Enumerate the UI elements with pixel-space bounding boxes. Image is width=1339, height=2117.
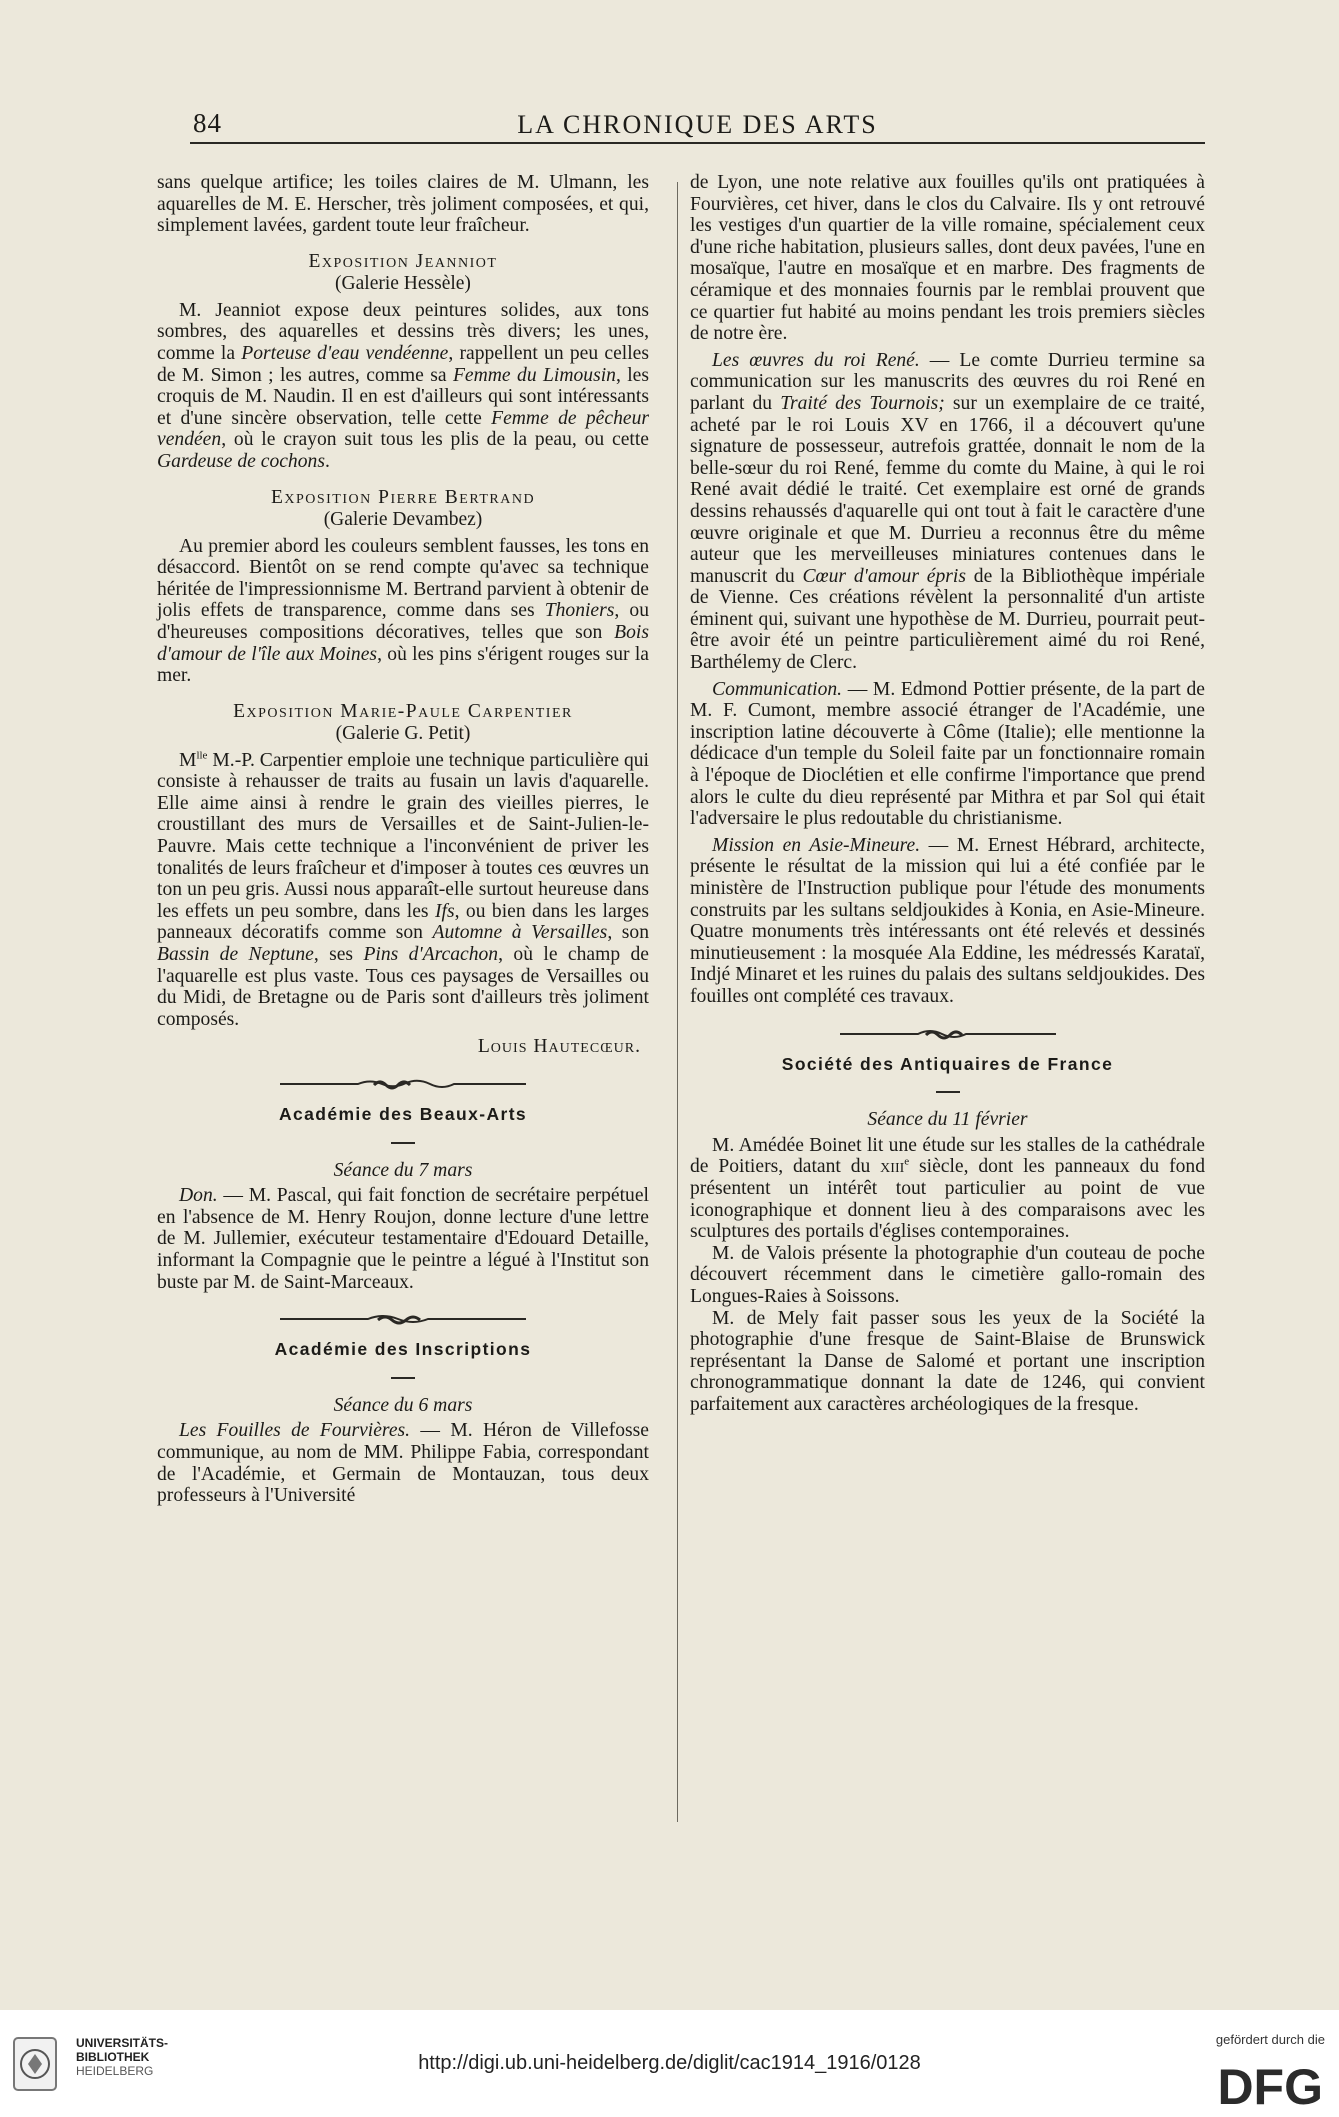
source-url-link[interactable]: http://digi.ub.uni-heidelberg.de/diglit/cac1914_1916/0128 xyxy=(418,2052,921,2074)
galerie-devambez: (Galerie Devambez) xyxy=(323,508,483,530)
intro-paragraph: sans quelque artifice; les toiles claires de M. Ulmann, les aquarelles de M. E. Herscher, très joliment composées, et qui, simplement lavées, gardent toute leur fraîcheur. xyxy=(157,172,649,237)
seance-6-mars: Séance du 6 mars xyxy=(333,1394,473,1416)
societe-antiquaires-heading: Société des Antiquaires de France xyxy=(781,1053,1114,1074)
ornament-divider xyxy=(838,1026,1058,1040)
valois-paragraph: M. de Valois présente la photographie d'un couteau de poche découvert récemment dans le cimetière gallo-romain des Longues-Raies à Soissons. xyxy=(690,1242,1205,1307)
exposition-bertrand-heading: Exposition Pierre Bertrand xyxy=(270,486,536,508)
column-divider xyxy=(677,182,678,1822)
ornament-divider xyxy=(278,1076,528,1090)
exposition-carpentier-heading: Exposition Marie-Paule Carpentier xyxy=(233,700,573,722)
right-column xyxy=(690,172,1205,1415)
dfg-logo-icon xyxy=(1175,2058,1325,2110)
header-rule xyxy=(190,142,1205,144)
funded-by-label: gefördert durch die xyxy=(1215,2032,1325,2047)
digitization-footer xyxy=(0,2010,1339,2117)
carpentier-paragraph: $M^{lle}$ M.-P. Carpentier emploie une technique particulière qui consiste à rehausser de traits au fusain un lavis d'aquarelle. Elle aime ainsi à rendre le grain des vieilles pierres, le croustillant des murs de Versailles et de Saint-Julien-le-Pauvre. Mais cette technique a l'inconvénient de priver les tonalités de leurs fraîcheur et d'imposer à toutes ces œuvres un ton un peu gris. Aussi nous apparaît-elle surtout heureuse dans les effets un peu sombre, dans les Ifs, ou bien dans les larges panneaux décoratifs comme son Automne à Versailles, son Bassin de Neptune, ses Pins d'Arcachon, où le champ de l'aquarelle est plus vaste. Tous ces paysages de Versailles ou du Midi, de Bretagne ou de Paris sont d'ailleurs très joliment composés. xyxy=(157,749,650,1030)
communication-paragraph: Communication. — M. Edmond Pottier présente, de la part de M. F. Cumont, membre associé étranger de l'Académie, une inscription latine découverte à Côme (Italie); elle mentionne la dédicace d'un temple du Soleil faite par un fonctionnaire romain à l'époque de Dioclétien et elle confirme l'importance que prend alors le culte du dieu représenté par Mithra et par Sol qui était l'adversaire le plus redoutable du christianisme. xyxy=(690,678,1205,830)
left-column xyxy=(157,172,649,1507)
short-rule xyxy=(391,1142,415,1144)
bertrand-paragraph: Au premier abord les couleurs semblent fausses, les tons en désaccord. Bientôt on se rend compte qu'avec sa technique héritée de l'impressionnisme M. Bertrand parvient à obtenir de jolis effets de transparence, comme dans ses Thoniers, ou d'heureuses compositions décoratives, telles que son Bois d'amour de l'île aux Moines, où les pins s'érigent rouges sur la mer. xyxy=(157,535,650,687)
mission-paragraph: Mission en Asie-Mineure. — M. Ernest Hébrard, architecte, présente le résultat de la mission qui lui a été confiée par le ministère de l'Instruction publique pour l'étude des monuments construits par les sultans seldjoukides à Konia, en Asie-Mineure. Quatre monuments très intéressants ont été relevés et dessinés minutieusement : la mosquée Ala Eddine, les médressés Karataï, Indjé Minaret et les ruines du palais des sultans seldjoukides. Des fouilles ont complété ces travaux. xyxy=(690,834,1205,1007)
journal-title: LA CHRONIQUE DES ARTS xyxy=(517,110,878,139)
page-number: 84 xyxy=(193,108,222,138)
jeanniot-paragraph: M. Jeanniot expose deux peintures solides, aux tons sombres, des aquarelles et dessins très divers; les unes, comme la Porteuse d'eau vendéenne, rappellent un peu celles de M. Simon ; les autres, comme sa Femme du Limousin, les croquis de M. Naudin. Il en est d'ailleurs qui sont intéressants et d'une sincère observation, telle cette Femme de pêcheur vendéen, où le crayon suit tous les plis de la peau, ou cette Gardeuse de cochons. xyxy=(157,299,650,472)
seance-11-fevrier: Séance du 11 février xyxy=(867,1109,1028,1131)
seance-7-mars: Séance du 7 mars xyxy=(333,1159,473,1181)
ornament-divider xyxy=(278,1311,528,1325)
academie-beaux-arts-heading: Académie des Beaux-Arts xyxy=(278,1104,528,1124)
roi-rene-paragraph: Les œuvres du roi René. — Le comte Durrieu termine sa communication sur les manuscrits des œuvres du roi René en parlant du Traité des Tournois; sur un exemplaire de ce traité, acheté par le roi Louis XV en 1766, il a découvert qu'une signature de possesseur, autrefois grattée, donnait le nom de la belle-sœur du roi René, femme du comte du Maine, à qui le roi René avait dédié le traité. Cet exemplaire est orné de grands dessins rehaussés d'aquarelle qui ont tout à fait le caractère d'une œuvre originale et que M. Durrieu a reconnus être du même auteur que les merveilleuses miniatures contenues dans le manuscrit du Cœur d'amour épris de la Bibliothèque impériale de Vienne. Ces créations révèlent la personnalité d'un artiste éminent qui, suivant une hypothèse de M. Durrieu, pourrait peut-être avoir été un peintre particulièrement aimé du roi René, Barthélemy de Clerc. xyxy=(690,349,1206,674)
galerie-hessele: (Galerie Hessèle) xyxy=(335,272,471,294)
university-library-name: UNIVERSITÄTS- BIBLIOTHEK HEIDELBERG xyxy=(76,2036,169,2078)
don-paragraph: Don. — M. Pascal, qui fait fonction de secrétaire perpétuel en l'absence de M. Henry Roujon, donne lecture d'une lettre de M. Jullemier, exécuteur testamentaire d'Edouard Detaille, informant la Compagnie que le peintre a légué à l'Institut son buste par M. de Saint-Marceaux. xyxy=(157,1185,649,1293)
boinet-paragraph: M. Amédée Boinet lit une étude sur les stalles de la cathédrale de Poitiers, datant du xiii$^e$ siècle, dont les panneaux du fond présentent un intérêt tout particulier au point de vue iconographique et donnent lieu à des comparaisons avec les sculptures des portails d'églises contemporaines. xyxy=(690,1134,1206,1243)
svg-text:DFG: DFG xyxy=(1217,2059,1323,2110)
fourvieres-paragraph: Les Fouilles de Fourvières. — M. Héron de Villefosse communique, au nom de MM. Philippe Fabia, correspondant de l'Académie, et Germain de Montauzan, tous deux professeurs à l'Université xyxy=(157,1420,649,1507)
exposition-jeanniot-heading: Exposition Jeanniot xyxy=(308,250,498,272)
academie-inscriptions-heading: Académie des Inscriptions xyxy=(274,1339,532,1360)
author-signature: Louis Hautecœur. xyxy=(477,1036,641,1058)
short-rule xyxy=(391,1377,415,1379)
short-rule xyxy=(936,1091,960,1093)
lyon-continuation: de Lyon, une note relative aux fouilles qu'ils ont pratiquées à Fourvières, cet hiver, dans le clos du Calvaire. Ils y ont retrouvé les vestiges d'un quartier de la ville romaine, spécialement ceux d'une riche habitation, plusieurs salles, dont deux pavées, l'une en mosaïque, l'autre en mosaïque et en marbre. Des fragments de céramique et des monnaies fournis par le remblai prouvent que ce quartier fut habité au moins pendant les trois premiers siècles de notre ère. xyxy=(690,172,1205,345)
mely-paragraph: M. de Mely fait passer sous les yeux de la Société la photographie d'une fresque de Saint-Blaise de Brunswick représentant la Danse de Salomé et portant une inscription chronogrammatique donnant la date de 1246, qui convient parfaitement aux caractères archéologiques de la fresque. xyxy=(690,1307,1205,1415)
galerie-petit: (Galerie G. Petit) xyxy=(335,722,471,744)
